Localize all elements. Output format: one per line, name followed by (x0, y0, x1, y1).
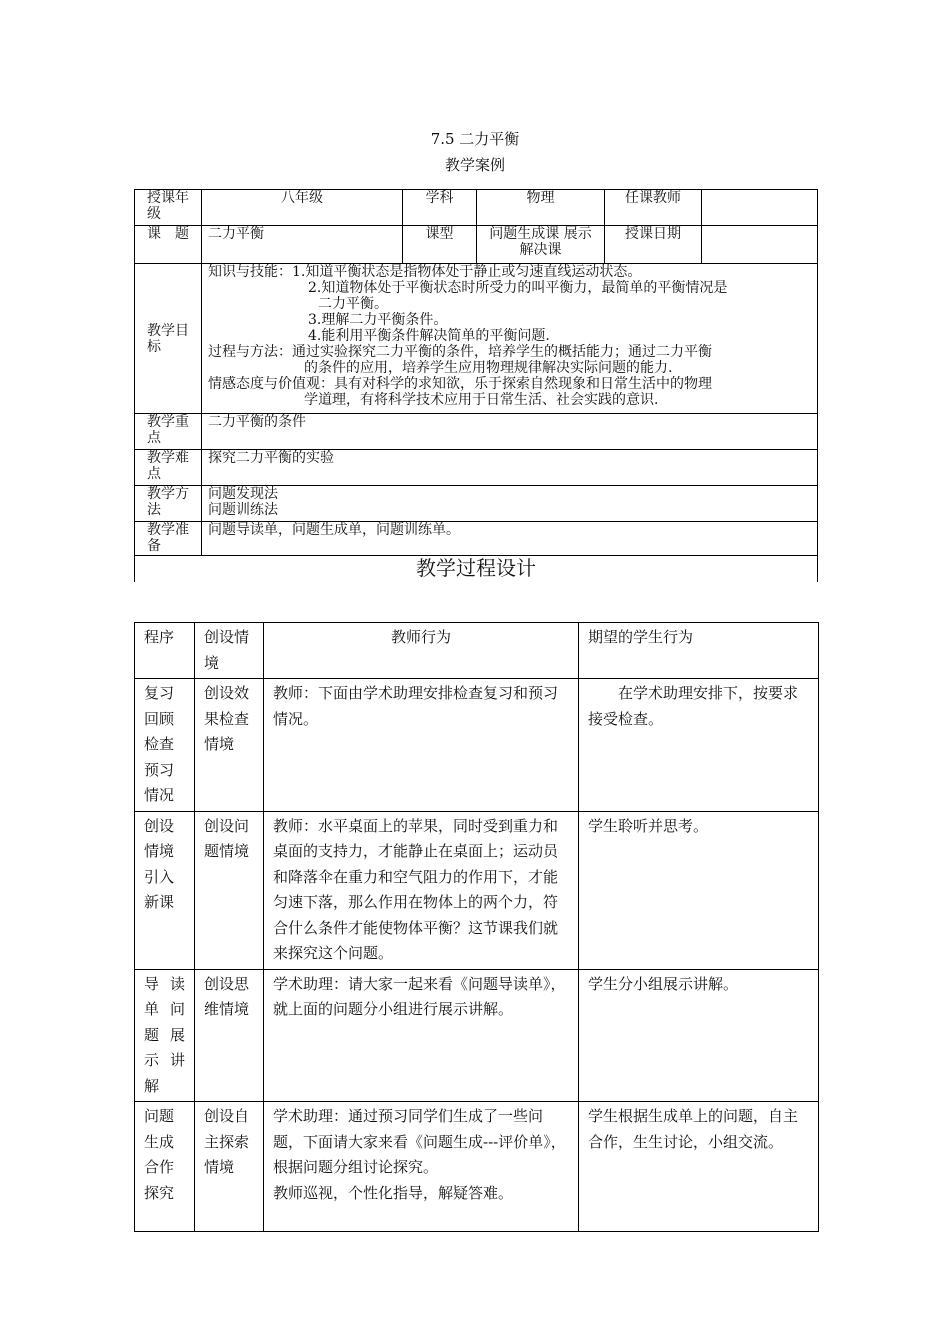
date-value (702, 226, 818, 264)
key-value: 二力平衡的条件 (202, 414, 818, 450)
goal-line: 二力平衡。 (318, 296, 388, 312)
date-label: 授课日期 (605, 226, 702, 264)
step-cell: 复习回顾检查预习情况 (135, 679, 195, 812)
type-value: 问题生成课 展示解决课 (477, 226, 605, 264)
goal-line: 过程与方法：通过实验探究二力平衡的条件，培养学生的概括能力；通过二力平衡 (208, 344, 712, 360)
teacher-cell: 教师：水平桌面上的苹果，同时受到重力和桌面的支持力，才能静止在桌面上；运动员和降落伞在重力和空气阻力的作用下，才能匀速下落，那么作用在物体上的两个力，符合什么条件才能使物体平衡？这节课我们就来探究这个问题。 (264, 811, 579, 969)
teacher-cell (264, 1102, 579, 1232)
goals-cell (202, 264, 818, 414)
header-teacher: 教师行为 (264, 623, 579, 679)
teacher-label: 任课教师 (605, 190, 702, 226)
goal-line: 3.理解二力平衡条件。 (308, 312, 448, 328)
topic-value: 二力平衡 (202, 226, 403, 264)
table-row (135, 1102, 819, 1232)
goal-line: 4.能利用平衡条件解决简单的平衡问题. (308, 328, 550, 344)
method-cell (202, 486, 818, 522)
key-label: 教学重点 (135, 414, 202, 450)
student-cell: 学生聆听并思考。 (579, 811, 819, 969)
document-title: 7.5 二力平衡 (430, 130, 520, 148)
goal-line: 知识与技能：1.知道平衡状态是指物体处于静止或匀速直线运动状态。 (208, 264, 642, 280)
prep-label: 教学准备 (135, 522, 202, 556)
goal-line: 2.知道物体处于平衡状态时所受力的叫平衡力，最简单的平衡情况是 (308, 280, 728, 296)
prep-value: 问题导读单，问题生成单，问题训练单。 (202, 522, 818, 556)
difficulty-label: 教学难点 (135, 450, 202, 486)
method-label: 教学方法 (135, 486, 202, 522)
difficulty-value: 探究二力平衡的实验 (202, 450, 818, 486)
header-situation: 创设情境 (195, 623, 264, 679)
method-line: 问题发现法 (208, 486, 278, 502)
situation-cell: 创设自主探索情境 (195, 1102, 264, 1232)
teacher-text-extra: 教师巡视，个性化指导，解疑答难。 (273, 1183, 514, 1202)
step-cell: 问题生成合作探究 (135, 1102, 195, 1232)
teacher-cell: 学术助理：请大家一起来看《问题导读单》，就上面的问题分小组进行展示讲解。 (264, 969, 579, 1102)
teacher-cell: 教师：下面由学术助理安排检查复习和预习情况。 (264, 679, 579, 812)
teacher-value (702, 190, 818, 226)
topic-label: 课题 (135, 226, 202, 264)
situation-cell: 创设问题情境 (195, 811, 264, 969)
table-row (135, 679, 819, 812)
document-subtitle: 教学案例 (444, 156, 505, 174)
header-step: 程序 (135, 623, 195, 679)
table-row (135, 969, 819, 1102)
grade-value: 八年级 (202, 190, 403, 226)
goal-line: 情感态度与价值观：具有对科学的求知欲，乐于探索自然现象和日常生活中的物理 (208, 376, 712, 392)
situation-cell: 创设思维情境 (195, 969, 264, 1102)
subject-label: 学科 (403, 190, 477, 226)
goals-label: 教学目标 (135, 264, 202, 414)
design-heading: 教学过程设计 (135, 556, 818, 582)
lesson-info-table (134, 189, 818, 582)
student-cell: 在学术助理安排下，按要求接受检查。 (579, 679, 819, 812)
teacher-text: 学术助理：通过预习同学们生成了一些问题，下面请大家来看《问题生成---评价单》，根据问题分组讨论探究。 (273, 1107, 566, 1176)
goal-line: 的条件的应用，培养学生应用物理规律解决实际问题的能力. (304, 360, 673, 376)
student-cell: 学生分小组展示讲解。 (579, 969, 819, 1102)
process-table (134, 622, 819, 1232)
goal-line: 学道理，有将科学技术应用于日常生活、社会实践的意识. (304, 392, 659, 408)
situation-cell: 创设效果检查情境 (195, 679, 264, 812)
type-label: 课型 (403, 226, 477, 264)
step-cell: 导读单问题展示讲解 (135, 969, 195, 1102)
subject-value: 物理 (477, 190, 605, 226)
step-cell: 创设情境引入新课 (135, 811, 195, 969)
grade-label: 授课年级 (135, 190, 202, 226)
header-student: 期望的学生行为 (579, 623, 819, 679)
table-row (135, 811, 819, 969)
method-line: 问题训练法 (208, 502, 278, 518)
student-cell: 学生根据生成单上的问题，自主合作，生生讨论，小组交流。 (579, 1102, 819, 1232)
